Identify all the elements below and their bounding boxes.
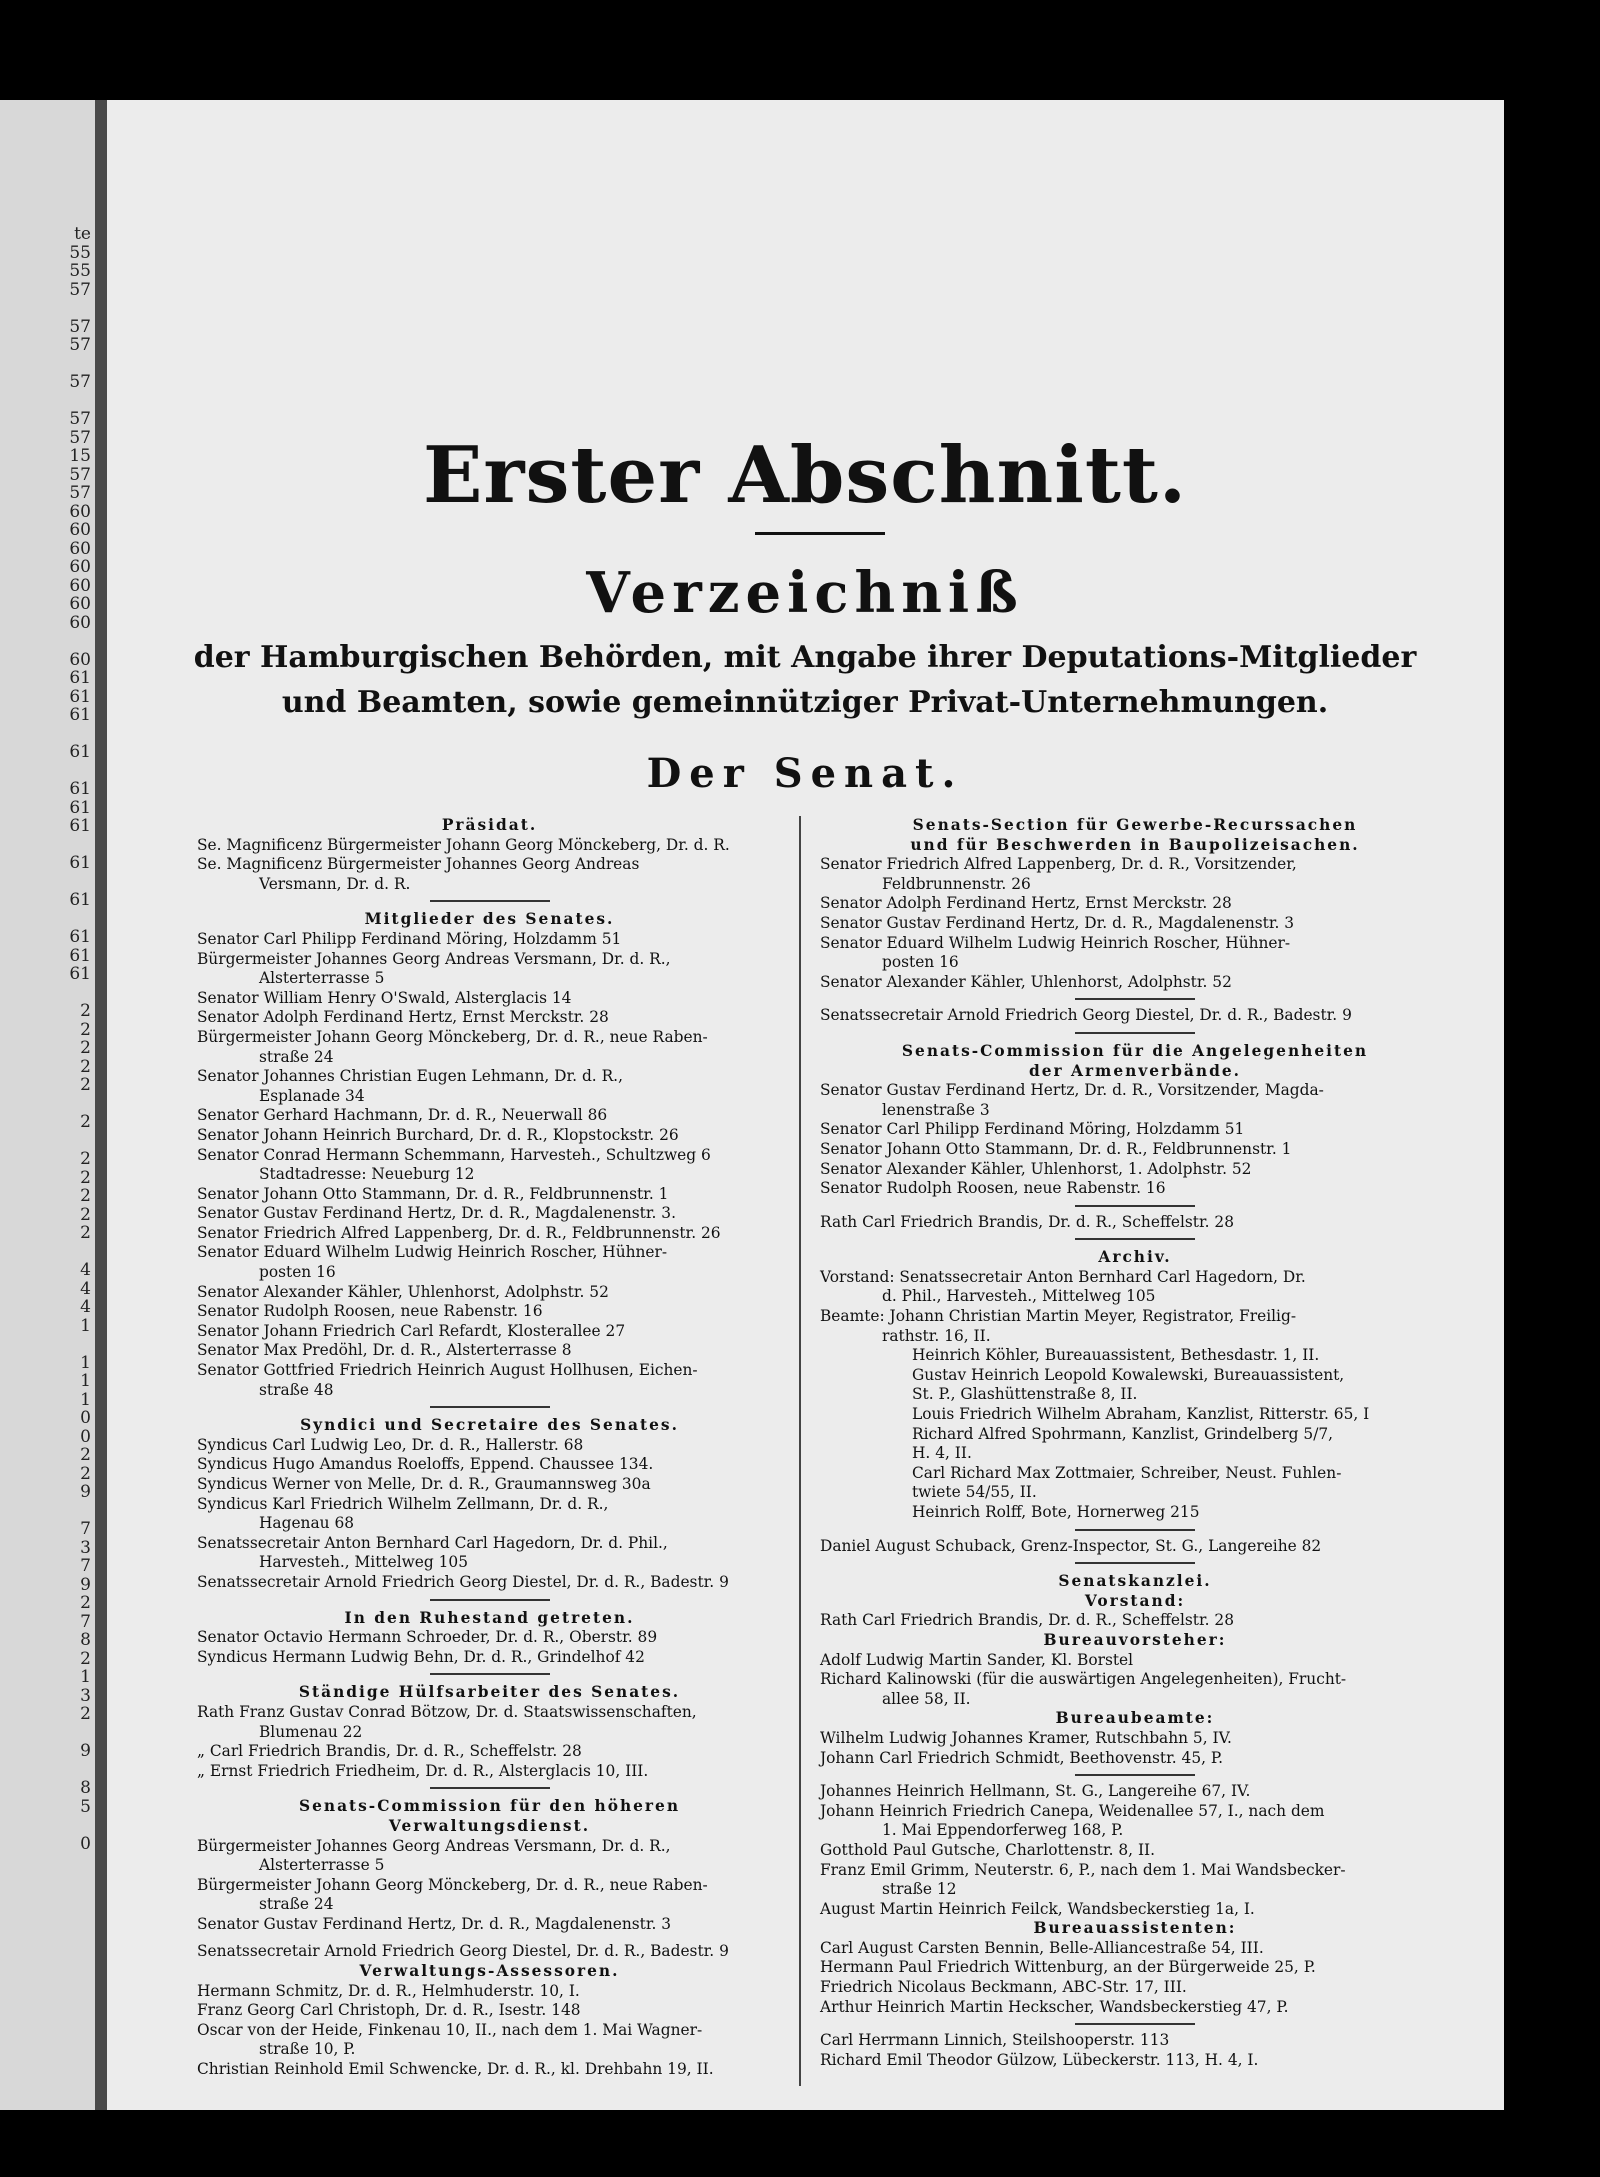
left-column <box>197 816 782 2080</box>
directory-entry: Arthur Heinrich Martin Heckscher, Wandsbeckerstieg 47, P. <box>820 1997 1289 2016</box>
directory-entry: Senator Rudolph Roosen, neue Rabenstr. 16 <box>820 1179 1166 1198</box>
margin-number <box>69 1243 91 1262</box>
directory-entry: Senator Gottfried Friedrich Heinrich August Hollhusen, Eichen- <box>197 1361 698 1380</box>
entry-indented: Richard Alfred Spohrmann, Kanzlist, Grindelberg 5/7, <box>912 1424 1334 1443</box>
entry-indented: Carl Richard Max Zottmaier, Schreiber, Neust. Fuhlen- <box>912 1463 1342 1482</box>
margin-number: 61 <box>69 945 91 966</box>
section-rule <box>1075 1205 1195 1207</box>
entry-indented: H. 4, II. <box>912 1444 972 1463</box>
section-heading: Archiv. <box>1098 1248 1172 1267</box>
margin-number <box>69 1761 91 1780</box>
margin-number: 2 <box>80 1704 91 1724</box>
margin-number <box>69 725 91 744</box>
entry-continuation: Alsterterrasse 5 <box>259 1856 385 1875</box>
margin-number: 7 <box>80 1611 91 1632</box>
directory-entry: Vorstand: Senatssecretair Anton Bernhard Carl Hagedorn, Dr. <box>820 1267 1306 1286</box>
margin-number <box>69 392 91 411</box>
margin-number: 61 <box>69 797 91 818</box>
directory-entry: Adolf Ludwig Martin Sander, Kl. Borstel <box>820 1650 1134 1669</box>
margin-number: 57 <box>69 316 91 337</box>
margin-number: 60 <box>69 594 91 614</box>
entry-continuation: Hagenau 68 <box>259 1514 355 1533</box>
margin-number: 1 <box>80 1352 91 1373</box>
margin-number <box>69 1095 91 1114</box>
directory-entry: Syndicus Carl Ludwig Leo, Dr. d. R., Hallerstr. 68 <box>197 1435 584 1454</box>
margin-number: 5 <box>80 1796 91 1817</box>
margin-number <box>69 1724 91 1743</box>
margin-number: 60 <box>69 575 91 596</box>
section-subheading: Bureauassistenten: <box>1033 1919 1237 1938</box>
directory-entry: Senator Gustav Ferdinand Hertz, Dr. d. R., Magdalenenstr. 3 <box>820 913 1295 932</box>
spacer <box>197 1934 782 1942</box>
directory-entry: Friedrich Nicolaus Beckmann, ABC-Str. 17, III. <box>820 1978 1187 1997</box>
margin-number: 61 <box>69 964 91 984</box>
section-heading: Ständige Hülfsarbeiter des Senates. <box>298 1683 681 1702</box>
directory-entry: Senatssecretair Arnold Friedrich Georg Diestel, Dr. d. R., Badestr. 9 <box>197 1572 729 1591</box>
margin-number: 57 <box>69 483 91 503</box>
margin-number: 2 <box>80 1445 91 1465</box>
directory-entry: Senator Carl Philipp Ferdinand Möring, Holzdamm 51 <box>820 1120 1245 1139</box>
margin-number: 55 <box>69 261 91 281</box>
directory-entry: Hermann Schmitz, Dr. d. R., Helmhuderstr. 10, I. <box>197 1981 580 2000</box>
margin-number <box>69 355 91 374</box>
section-heading: Mitglieder des Senates. <box>364 910 615 929</box>
margin-number: 0 <box>80 1408 91 1428</box>
margin-number: 55 <box>69 242 91 263</box>
directory-entry: Franz Georg Carl Christoph, Dr. d. R., Isestr. 148 <box>197 2001 581 2020</box>
margin-number <box>69 1335 91 1354</box>
section-subheading: und für Beschwerden in Baupolizeisachen. <box>910 835 1360 854</box>
margin-number: 2 <box>80 1593 91 1613</box>
margin-number <box>69 1132 91 1151</box>
margin-number: 61 <box>69 927 91 947</box>
directory-entry: Senatssecretair Anton Bernhard Carl Hagedorn, Dr. d. Phil., <box>197 1533 668 1552</box>
directory-entry: Rath Carl Friedrich Brandis, Dr. d. R., Scheffelstr. 28 <box>820 1611 1235 1630</box>
margin-number <box>69 632 91 651</box>
document-page <box>107 100 1504 2110</box>
adjacent-page-numbers <box>69 225 91 1853</box>
section-subheading: der Armenverbände. <box>1028 1061 1241 1080</box>
directory-entry: Richard Kalinowski (für die auswärtigen Angelegenheiten), Frucht- <box>820 1670 1347 1689</box>
entry-continuation: allee 58, II. <box>882 1689 971 1708</box>
directory-entry: Se. Magnificenz Bürgermeister Johann Georg Mönckeberg, Dr. d. R. <box>197 835 730 854</box>
page-content <box>165 140 1445 2079</box>
entry-continuation: posten 16 <box>259 1263 336 1282</box>
margin-number: 2 <box>80 1112 91 1132</box>
directory-entry: Senator Johann Heinrich Burchard, Dr. d. R., Klopstockstr. 26 <box>197 1125 679 1144</box>
margin-number <box>69 1502 91 1521</box>
margin-number: 2 <box>80 1001 91 1021</box>
margin-number: 2 <box>80 1648 91 1669</box>
directory-entry: Senator Alexander Kähler, Uhlenhorst, Adolphstr. 52 <box>197 1282 609 1301</box>
margin-number <box>69 1816 91 1835</box>
directory-entry: Johann Heinrich Friedrich Canepa, Weidenallee 57, I., nach dem <box>820 1801 1325 1820</box>
section-subheading: Bureaubeamte: <box>1055 1709 1215 1728</box>
directory-entry: Senator Johannes Christian Eugen Lehmann, Dr. d. R., <box>197 1067 623 1086</box>
section-rule <box>1075 1562 1195 1564</box>
margin-number <box>69 299 91 318</box>
entry-continuation: d. Phil., Harvesteh., Mittelweg 105 <box>882 1287 1156 1306</box>
margin-number: 60 <box>69 557 91 577</box>
directory-entry: Carl August Carsten Bennin, Belle-Alliancestraße 54, III. <box>820 1938 1264 1957</box>
directory-entry: Senator Gerhard Hachmann, Dr. d. R., Neuerwall 86 <box>197 1106 608 1125</box>
margin-number: 2 <box>80 1056 91 1077</box>
directory-entry: Senator Friedrich Alfred Lappenberg, Dr. d. R., Vorsitzender, <box>820 855 1297 874</box>
section-rule <box>430 1787 550 1789</box>
entry-indented: Louis Friedrich Wilhelm Abraham, Kanzlist, Ritterstr. 65, I <box>912 1405 1370 1424</box>
directory-entry: Hermann Paul Friedrich Wittenburg, an der Bürgerweide 25, P. <box>820 1958 1316 1977</box>
title-rule <box>755 532 885 535</box>
margin-number: te <box>74 224 91 244</box>
directory-entry: Senatssecretair Arnold Friedrich Georg Diestel, Dr. d. R., Badestr. 9 <box>820 1006 1352 1025</box>
senate-heading: Der Senat. <box>646 750 964 797</box>
section-rule <box>1075 1529 1195 1531</box>
directory-entry: Syndicus Karl Friedrich Wilhelm Zellmann, Dr. d. R., <box>197 1494 609 1513</box>
section-heading: In den Ruhestand getreten. <box>344 1608 635 1627</box>
entry-continuation: Alsterterrasse 5 <box>259 969 385 988</box>
entry-continuation: Versmann, Dr. d. R. <box>259 874 411 893</box>
margin-number: 60 <box>69 612 91 633</box>
margin-number: 57 <box>69 409 91 429</box>
section-heading: Senats-Commission für den höheren <box>298 1797 681 1816</box>
margin-number: 61 <box>69 779 91 799</box>
directory-entry: Se. Magnificenz Bürgermeister Johannes Georg Andreas <box>197 855 640 874</box>
directory-entry: Rath Carl Friedrich Brandis, Dr. d. R., Scheffelstr. 28 <box>820 1212 1235 1231</box>
section-heading: Senats-Section für Gewerbe-Recurssachen <box>912 816 1358 834</box>
margin-number: 61 <box>69 668 91 688</box>
directory-subtitle-line-1: der Hamburgischen Behörden, mit Angabe ihrer Deputations-Mitglieder <box>193 640 1417 675</box>
entry-continuation: Harvesteh., Mittelweg 105 <box>259 1553 469 1572</box>
directory-entry: Senator Johann Friedrich Carl Refardt, Klosterallee 27 <box>197 1321 626 1340</box>
margin-number: 3 <box>80 1685 91 1706</box>
entry-indented: Gustav Heinrich Leopold Kowalewski, Bureauassistent, <box>912 1365 1345 1384</box>
margin-number: 1 <box>80 1371 91 1391</box>
directory-entry: Carl Herrmann Linnich, Steilshooperstr. 113 <box>820 2031 1170 2050</box>
margin-number <box>69 984 91 1003</box>
margin-number: 4 <box>80 1297 91 1317</box>
section-rule <box>430 900 550 902</box>
margin-number: 61 <box>69 742 91 762</box>
directory-entry: Bürgermeister Johannes Georg Andreas Versmann, Dr. d. R., <box>197 949 671 968</box>
section-rule <box>1075 998 1195 1000</box>
section-heading: Syndici und Secretaire des Senates. <box>300 1416 679 1435</box>
directory-entry: Senator Adolph Ferdinand Hertz, Ernst Merckstr. 28 <box>197 1008 609 1027</box>
margin-number <box>69 873 91 892</box>
directory-entry: Senator Alexander Kähler, Uhlenhorst, Adolphstr. 52 <box>820 972 1232 991</box>
section-rule <box>1075 1774 1195 1776</box>
section-title: Erster Abschnitt. <box>422 430 1188 521</box>
margin-number: 0 <box>80 1833 91 1854</box>
adjacent-page-edge <box>0 100 95 2110</box>
margin-number: 57 <box>69 372 91 392</box>
margin-number: 1 <box>80 1315 91 1336</box>
directory-entry: Johannes Heinrich Hellmann, St. G., Langereihe 67, IV. <box>820 1782 1251 1801</box>
margin-number: 57 <box>69 335 91 355</box>
entry-continuation: straße 10, P. <box>259 2040 356 2059</box>
section-rule <box>430 1599 550 1601</box>
entry-continuation: posten 16 <box>882 953 959 972</box>
entry-continuation: Esplanade 34 <box>259 1086 365 1105</box>
margin-number <box>69 836 91 855</box>
margin-number: 2 <box>80 1223 91 1243</box>
entry-continuation: Stadtadresse: Neueburg 12 <box>259 1165 475 1184</box>
margin-number: 7 <box>80 1519 91 1539</box>
margin-number <box>69 762 91 781</box>
section-rule <box>1075 1238 1195 1240</box>
margin-number: 1 <box>80 1667 91 1687</box>
directory-entry: Senator Carl Philipp Ferdinand Möring, Holzdamm 51 <box>197 929 622 948</box>
entry-indented: twiete 54/55, II. <box>912 1483 1037 1502</box>
section-subheading: Verwaltungsdienst. <box>388 1816 591 1835</box>
entry-continuation: lenenstraße 3 <box>882 1100 990 1119</box>
directory-entry: Senator Adolph Ferdinand Hertz, Ernst Merckstr. 28 <box>820 894 1232 913</box>
margin-number: 2 <box>80 1019 91 1040</box>
section-rule <box>430 1406 550 1408</box>
margin-number: 2 <box>80 1204 91 1225</box>
directory-entry: Senator Johann Otto Stammann, Dr. d. R., Feldbrunnenstr. 1 <box>197 1184 669 1203</box>
section-subheading: Bureauvorsteher: <box>1043 1630 1227 1649</box>
entry-continuation: rathstr. 16, II. <box>882 1326 991 1345</box>
directory-entry: Senator Eduard Wilhelm Ludwig Heinrich Roscher, Hühner- <box>197 1243 668 1262</box>
section-heading: Senats-Commission für die Angelegenheiten <box>901 1041 1369 1060</box>
directory-entry: Senator Alexander Kähler, Uhlenhorst, 1. Adolphstr. 52 <box>820 1159 1252 1178</box>
section-rule <box>430 1673 550 1675</box>
directory-entry: Senator Gustav Ferdinand Hertz, Dr. d. R., Vorsitzender, Magda- <box>820 1081 1324 1100</box>
margin-number: 2 <box>80 1186 91 1206</box>
section-subheading: Verwaltungs-Assessoren. <box>359 1962 620 1981</box>
section-heading: Präsidat. <box>441 816 538 834</box>
directory-entry: Syndicus Hermann Ludwig Behn, Dr. d. R., Grindelhof 42 <box>197 1647 645 1666</box>
right-column <box>820 816 1450 2070</box>
directory-entry: Syndicus Hugo Amandus Roeloffs, Eppend. Chaussee 134. <box>197 1455 654 1474</box>
entry-continuation: straße 48 <box>259 1380 334 1399</box>
entry-continuation: 1. Mai Eppendorferweg 168, P. <box>882 1821 1124 1840</box>
directory-subtitle-line-2: und Beamten, sowie gemeinnütziger Privat-Unternehmungen. <box>281 685 1329 720</box>
directory-entry: Senator Eduard Wilhelm Ludwig Heinrich Roscher, Hühner- <box>820 933 1291 952</box>
directory-entry: Senatssecretair Arnold Friedrich Georg Diestel, Dr. d. R., Badestr. 9 <box>197 1942 729 1961</box>
margin-number: 2 <box>80 1167 91 1188</box>
entry-indented: Heinrich Rolff, Bote, Hornerweg 215 <box>912 1503 1200 1521</box>
margin-number: 57 <box>69 464 91 485</box>
directory-entry: Wilhelm Ludwig Johannes Kramer, Rutschbahn 5, IV. <box>820 1728 1232 1747</box>
directory-entry: Beamte: Johann Christian Martin Meyer, Registrator, Freilig- <box>820 1307 1297 1326</box>
directory-entry: Oscar von der Heide, Finkenau 10, II., nach dem 1. Mai Wagner- <box>197 2020 703 2039</box>
margin-number: 61 <box>69 816 91 836</box>
margin-number: 1 <box>80 1389 91 1410</box>
directory-entry: Senator Conrad Hermann Schemmann, Harvesteh., Schultzweg 6 <box>197 1145 711 1164</box>
margin-number: 61 <box>69 686 91 707</box>
directory-entry: Rath Franz Gustav Conrad Bötzow, Dr. d. Staatswissenschaften, <box>197 1702 697 1721</box>
directory-entry: Franz Emil Grimm, Neuterstr. 6, P., nach dem 1. Mai Wandsbecker- <box>820 1860 1346 1879</box>
column-divider <box>799 816 801 2086</box>
margin-number: 2 <box>80 1075 91 1095</box>
directory-entry: „ Ernst Friedrich Friedheim, Dr. d. R., Alsterglacis 10, III. <box>197 1761 649 1780</box>
section-subheading: Vorstand: <box>1084 1591 1186 1610</box>
entry-indented: St. P., Glashüttenstraße 8, II. <box>912 1385 1138 1404</box>
directory-entry: Gotthold Paul Gutsche, Charlottenstr. 8, II. <box>820 1840 1156 1859</box>
directory-entry: Richard Emil Theodor Gülzow, Lübeckerstr. 113, H. 4, I. <box>820 2050 1259 2069</box>
margin-number <box>69 910 91 929</box>
margin-number: 3 <box>80 1537 91 1558</box>
margin-number: 60 <box>69 520 91 540</box>
entry-continuation: Feldbrunnenstr. 26 <box>882 874 1031 893</box>
margin-number: 9 <box>80 1741 91 1761</box>
entry-continuation: straße 12 <box>882 1880 957 1899</box>
margin-number: 9 <box>80 1574 91 1595</box>
directory-entry: Senator Gustav Ferdinand Hertz, Dr. d. R., Magdalenenstr. 3 <box>197 1914 672 1933</box>
section-heading: Senatskanzlei. <box>1058 1572 1212 1591</box>
margin-number: 57 <box>69 427 91 448</box>
margin-number: 61 <box>69 705 91 725</box>
margin-number: 15 <box>69 446 91 466</box>
directory-entry: Senator Friedrich Alfred Lappenberg, Dr. d. R., Feldbrunnenstr. 26 <box>197 1223 721 1242</box>
directory-entry: Senator William Henry O'Swald, Alsterglacis 14 <box>197 988 572 1007</box>
directory-entry: Senator Octavio Hermann Schroeder, Dr. d. R., Oberstr. 89 <box>197 1628 658 1647</box>
directory-entry: Johann Carl Friedrich Schmidt, Beethovenstr. 45, P. <box>820 1748 1224 1767</box>
directory-entry: Bürgermeister Johannes Georg Andreas Versmann, Dr. d. R., <box>197 1836 671 1855</box>
margin-number: 2 <box>80 1463 91 1484</box>
section-rule <box>1075 2023 1195 2025</box>
margin-number: 9 <box>80 1482 91 1502</box>
margin-number: 2 <box>80 1149 91 1169</box>
directory-entry: Bürgermeister Johann Georg Mönckeberg, Dr. d. R., neue Raben- <box>197 1027 708 1046</box>
directory-entry: Syndicus Werner von Melle, Dr. d. R., Graumannsweg 30a <box>197 1475 651 1493</box>
margin-number: 60 <box>69 501 91 522</box>
margin-number: 61 <box>69 853 91 873</box>
margin-number: 57 <box>69 279 91 300</box>
margin-number: 60 <box>69 538 91 559</box>
margin-number: 0 <box>80 1426 91 1447</box>
margin-number: 61 <box>69 890 91 910</box>
directory-entry: Senator Max Predöhl, Dr. d. R., Alsterterrasse 8 <box>197 1341 572 1360</box>
directory-entry: Senator Gustav Ferdinand Hertz, Dr. d. R., Magdalenenstr. 3. <box>197 1204 676 1223</box>
entry-continuation: Blumenau 22 <box>259 1722 363 1741</box>
directory-entry: August Martin Heinrich Feilck, Wandsbeckerstieg 1a, I. <box>820 1899 1255 1918</box>
directory-entry: Christian Reinhold Emil Schwencke, Dr. d. R., kl. Drehbahn 19, II. <box>197 2060 714 2079</box>
directory-entry: Senator Rudolph Roosen, neue Rabenstr. 16 <box>197 1302 543 1321</box>
entry-indented: Heinrich Köhler, Bureauassistent, Bethesdastr. 1, II. <box>912 1346 1320 1365</box>
margin-number: 2 <box>80 1038 91 1058</box>
entry-continuation: straße 24 <box>259 1047 334 1066</box>
margin-number: 4 <box>80 1278 91 1299</box>
directory-entry: „ Carl Friedrich Brandis, Dr. d. R., Scheffelstr. 28 <box>197 1742 582 1761</box>
margin-number: 8 <box>80 1630 91 1650</box>
margin-number: 7 <box>80 1556 91 1576</box>
directory-entry: Senator Johann Otto Stammann, Dr. d. R., Feldbrunnenstr. 1 <box>820 1139 1292 1158</box>
entry-continuation: straße 24 <box>259 1895 334 1914</box>
directory-entry: Bürgermeister Johann Georg Mönckeberg, Dr. d. R., neue Raben- <box>197 1875 708 1894</box>
margin-number: 8 <box>80 1778 91 1798</box>
book-gutter <box>95 100 107 2110</box>
margin-number: 60 <box>69 649 91 670</box>
directory-title: Verzeichniß <box>586 560 1024 626</box>
margin-number: 4 <box>80 1260 91 1280</box>
section-rule <box>1075 1032 1195 1034</box>
directory-entry: Daniel August Schuback, Grenz-Inspector, St. G., Langereihe 82 <box>820 1536 1322 1555</box>
